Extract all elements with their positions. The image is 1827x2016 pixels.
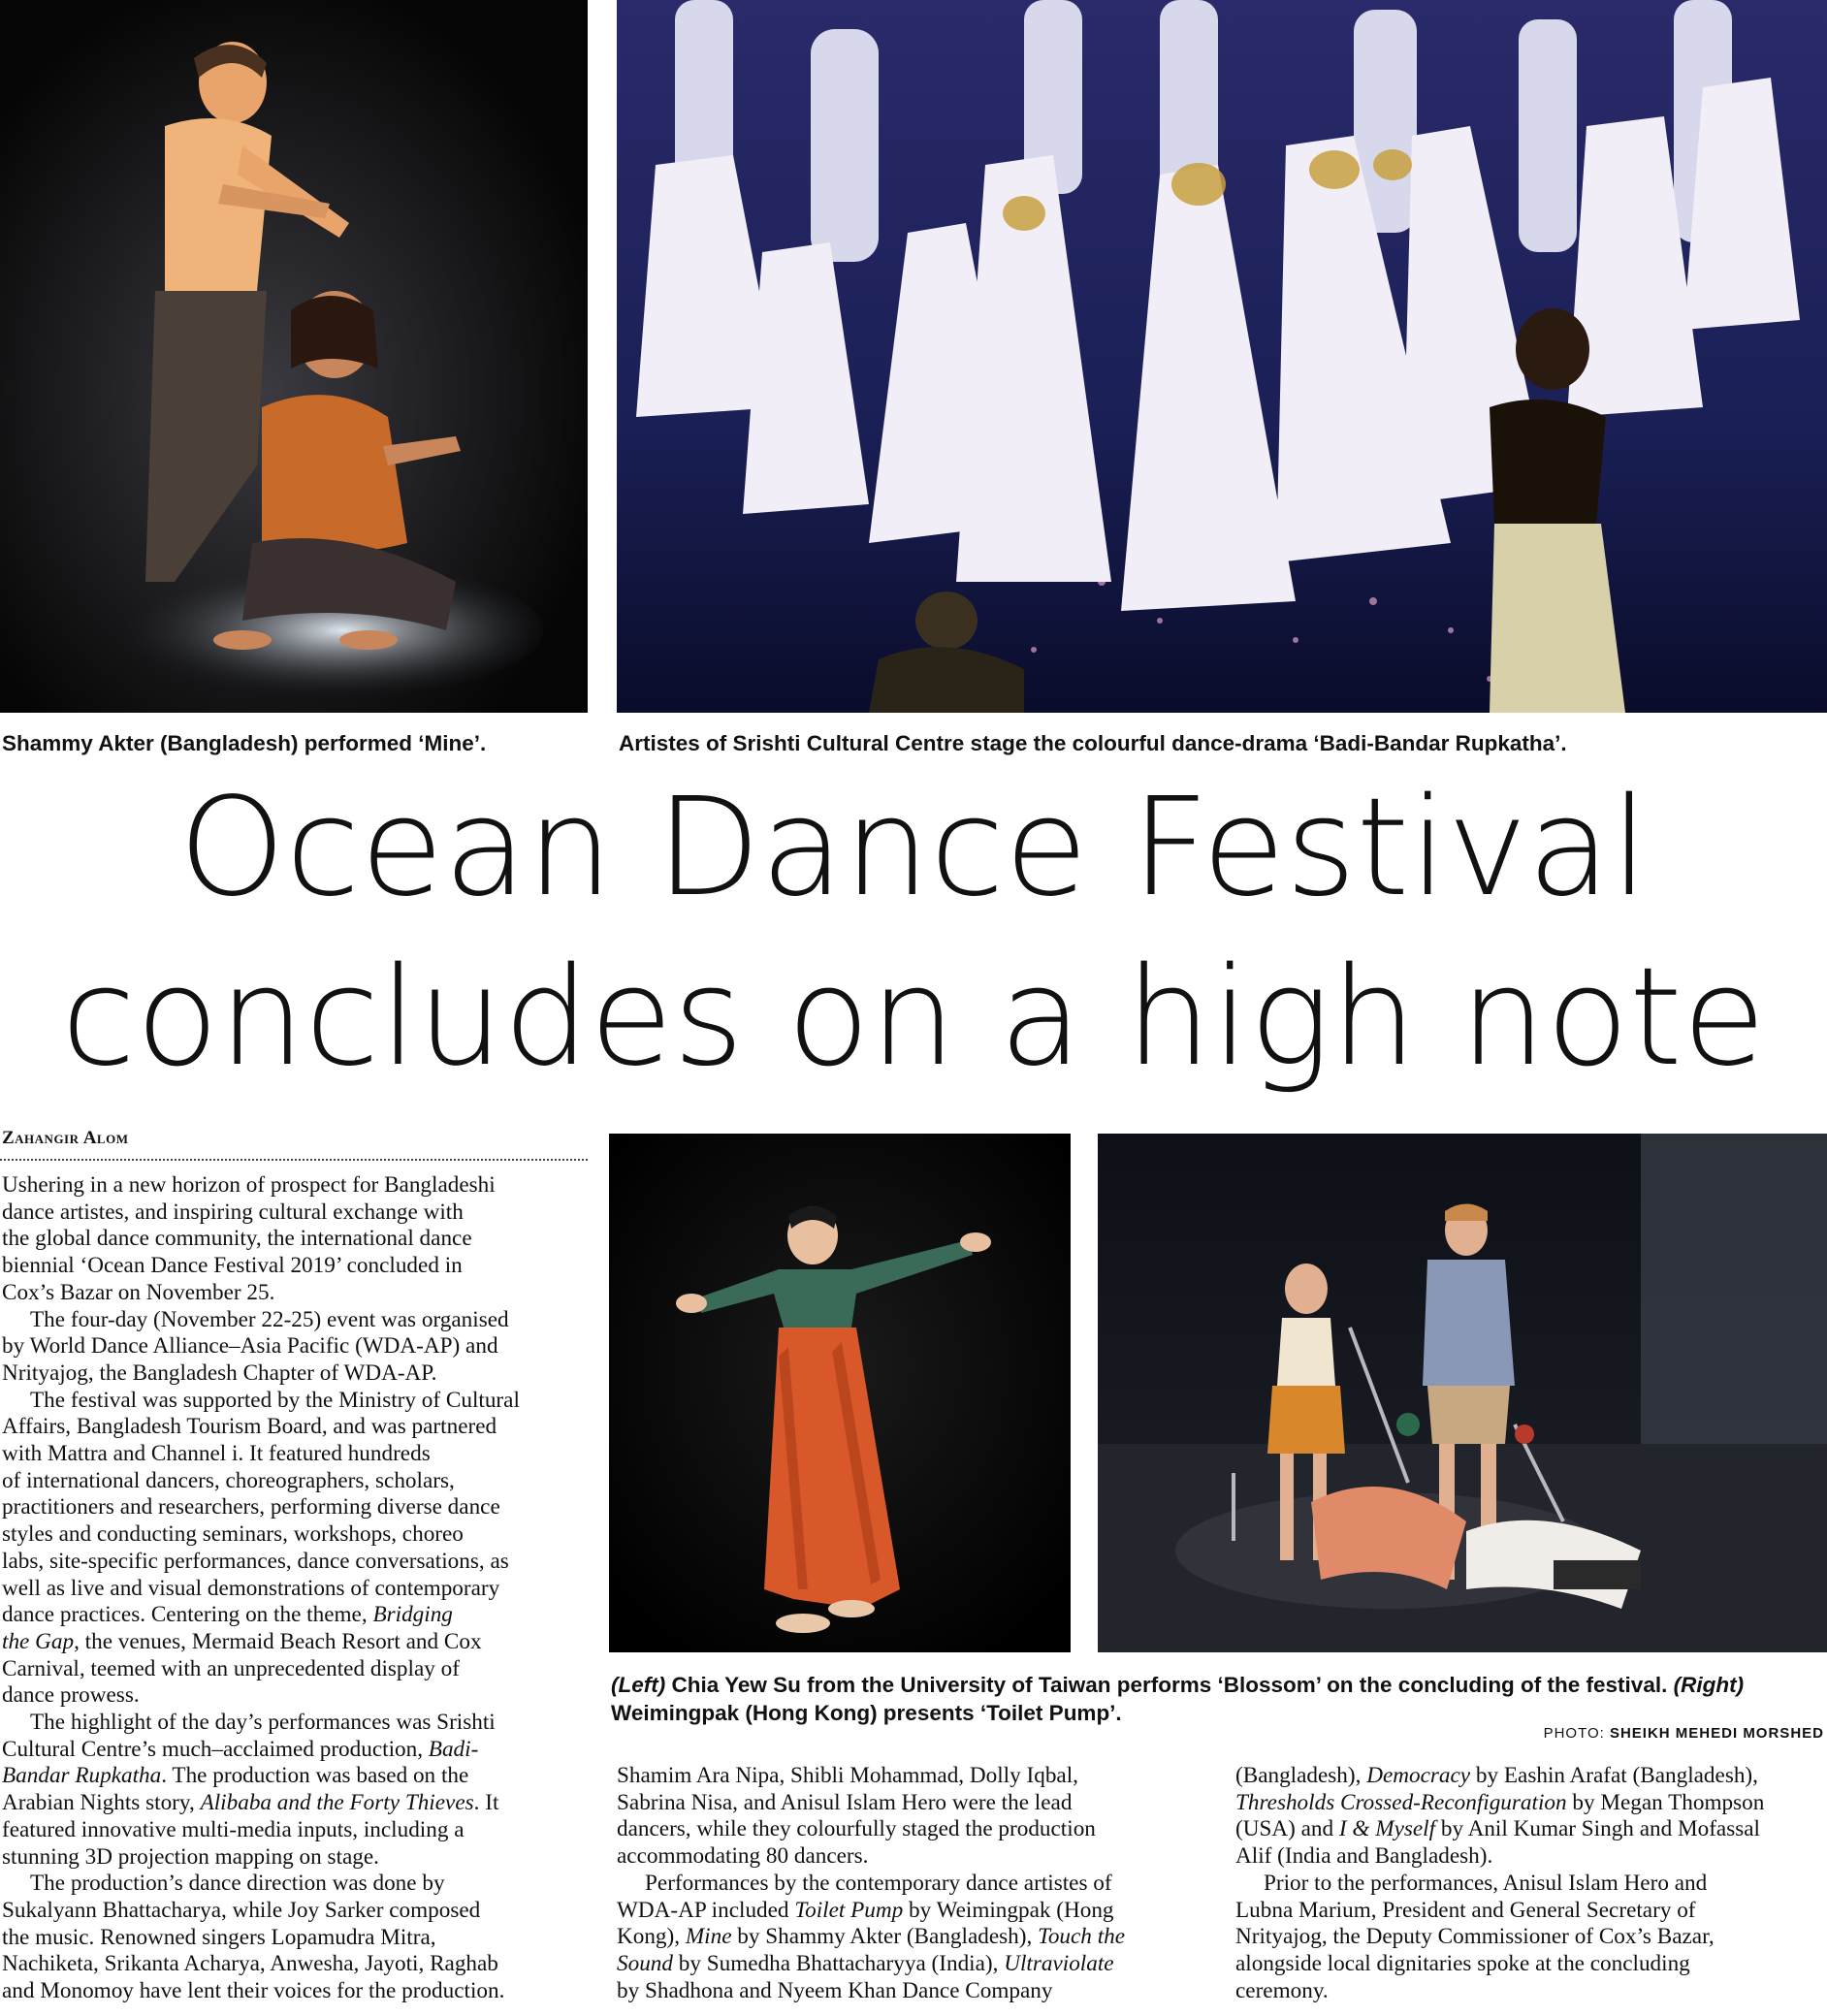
- text-line: Ushering in a new horizon of prospect for Bangladeshi: [2, 1172, 496, 1198]
- text-line: Nachiketa, Srikanta Acharya, Anwesha, Jayoti, Raghab: [2, 1951, 498, 1977]
- text-line: [2, 1602, 588, 1629]
- text-line: well as live and visual demonstrations of contemporary: [2, 1575, 500, 1601]
- text-run: . The production was based on the: [161, 1763, 469, 1789]
- text-line: [2, 1763, 588, 1790]
- text-line: styles and conducting seminars, workshops, choreo: [2, 1521, 464, 1548]
- text-line: ceremony.: [1235, 1977, 1329, 2003]
- text-line: Lubna Marium, President and General Secretary of: [1235, 1897, 1696, 1923]
- text-line: Nrityajog, the Deputy Commissioner of Cox’s Bazar,: [1235, 1924, 1715, 1950]
- text-run-italic: Badi-: [428, 1736, 479, 1762]
- text-run: , the venues, Mermaid Beach Resort and Cox: [74, 1628, 482, 1654]
- text-line: Sukalyann Bhattacharya, while Joy Sarker composed: [2, 1897, 481, 1923]
- text-run-italic: Sound: [617, 1950, 673, 1976]
- text-line: [1235, 1790, 1825, 1817]
- text-run: by Anil Kumar Singh and Mofassal: [1435, 1816, 1760, 1842]
- text-run-italic: Ultraviolate: [1004, 1950, 1114, 1976]
- text-line: Cox’s Bazar on November 25.: [2, 1279, 275, 1305]
- text-line: [1235, 1816, 1825, 1843]
- text-line: [617, 1898, 1199, 1925]
- text-line: Nrityajog, the Bangladesh Chapter of WDA-AP.: [2, 1360, 437, 1386]
- caption-mine: Shammy Akter (Bangladesh) performed ‘Mine’.: [2, 731, 487, 755]
- caption-bottom: [611, 1671, 1744, 1727]
- text-line: alongside local dignitaries spoke at the concluding: [1235, 1950, 1690, 1976]
- text-line: dancers, while they colourfully staged the production: [617, 1816, 1096, 1842]
- text-line: The production’s dance direction was done by: [30, 1871, 445, 1897]
- photo-blossom-image: [609, 1134, 1071, 1652]
- text-run: (Bangladesh),: [1235, 1763, 1367, 1788]
- text-line: dance prowess.: [2, 1682, 140, 1709]
- text-line: Sabrina Nisa, and Anisul Islam Hero were the lead: [617, 1789, 1073, 1815]
- text-run: by Sumedha Bhattacharyya (India),: [672, 1950, 1005, 1976]
- text-run-italic: Bandar Rupkatha: [2, 1763, 162, 1789]
- caption-text: Chia Yew Su from the University of Taiwan performs ‘Blossom’ on the concluding of the festival.: [665, 1673, 1674, 1697]
- photo-credit-name: SHEIKH MEHEDI MORSHED: [1609, 1725, 1824, 1742]
- text-line: by World Dance Alliance–Asia Pacific (WDA-AP) and: [2, 1333, 498, 1360]
- text-run: Cultural Centre’s much–acclaimed production,: [2, 1736, 429, 1762]
- text-run: by Eashin Arafat (Bangladesh),: [1470, 1763, 1758, 1788]
- photo-badi-bandar: [617, 0, 1827, 713]
- caption-badi-bandar: Artistes of Srishti Cultural Centre stage the colourful dance-drama ‘Badi-Bandar Rupkatha’.: [619, 731, 1567, 755]
- text-line: stunning 3D projection mapping on stage.: [2, 1843, 379, 1870]
- photo-mine: [0, 0, 588, 713]
- text-run: WDA-AP included: [617, 1897, 795, 1923]
- text-line: featured innovative multi-media inputs, including a: [2, 1816, 465, 1842]
- text-run-italic: the Gap: [2, 1628, 75, 1654]
- text-run-italic: Thresholds Crossed-Reconfiguration: [1235, 1789, 1567, 1815]
- headline-line-1: Ocean Dance Festival: [178, 769, 1649, 927]
- text-line: [617, 1924, 1199, 1951]
- photo-credit-label: PHOTO:: [1543, 1725, 1610, 1742]
- text-run: Arabian Nights story,: [2, 1790, 201, 1816]
- text-run: dance practices. Centering on the theme,: [2, 1602, 373, 1628]
- text-line: Performances by the contemporary dance artistes of: [645, 1870, 1112, 1896]
- text-line: accommodating 80 dancers.: [617, 1843, 869, 1870]
- text-line: dance artistes, and inspiring cultural exchange with: [2, 1199, 464, 1225]
- photo-mine-image: [0, 0, 588, 713]
- text-line: the music. Renowned singers Lopamudra Mitra,: [2, 1924, 436, 1950]
- text-line: [1235, 1763, 1825, 1790]
- text-line: The four-day (November 22-25) event was organised: [30, 1306, 509, 1332]
- text-line: and Monomoy have lent their voices for the production.: [2, 1978, 505, 2004]
- text-run: (USA) and: [1235, 1816, 1339, 1842]
- text-line: The festival was supported by the Ministry of Cultural: [30, 1387, 520, 1413]
- article-column-1: [2, 1172, 588, 2005]
- text-line: The highlight of the day’s performances was Srishti: [30, 1710, 496, 1736]
- photo-credit: [1544, 1725, 1824, 1742]
- text-line: practitioners and researchers, performing diverse dance: [2, 1494, 500, 1520]
- text-line: [617, 1951, 1199, 1978]
- photo-toilet-pump-image: [1098, 1134, 1827, 1652]
- article-column-2: [617, 1763, 1199, 2004]
- text-run-italic: Alibaba and the Forty Thieves: [200, 1790, 474, 1816]
- photo-badi-bandar-image: [617, 0, 1827, 713]
- text-line: Affairs, Bangladesh Tourism Board, and was partnered: [2, 1414, 497, 1440]
- text-run-italic: Toilet Pump: [794, 1897, 904, 1923]
- text-run: by Megan Thompson: [1566, 1789, 1765, 1815]
- text-line: Alif (India and Bangladesh).: [1235, 1843, 1493, 1870]
- text-run-italic: I & Myself: [1338, 1816, 1436, 1842]
- text-line: [2, 1629, 588, 1656]
- text-run-italic: Democracy: [1366, 1763, 1471, 1788]
- text-line: of international dancers, choreographers, scholars,: [2, 1467, 455, 1493]
- caption-tag-left: (Left): [611, 1673, 666, 1697]
- photo-blossom: [609, 1134, 1071, 1652]
- text-line: [2, 1737, 588, 1764]
- text-line: Carnival, teemed with an unprecedented display of: [2, 1655, 460, 1681]
- caption-text: Weimingpak (Hong Kong) presents ‘Toilet Pump’.: [611, 1701, 1122, 1725]
- text-run-italic: Touch the: [1038, 1924, 1126, 1950]
- text-run: by Shammy Akter (Bangladesh),: [731, 1924, 1039, 1950]
- text-run: . It: [473, 1790, 499, 1816]
- text-line: the global dance community, the international dance: [2, 1226, 472, 1252]
- headline-line-2: concludes on a high note: [61, 939, 1766, 1097]
- byline-rule: [0, 1159, 588, 1161]
- photo-toilet-pump: [1098, 1134, 1827, 1652]
- caption-tag-right: (Right): [1673, 1673, 1745, 1697]
- text-line: by Shadhona and Nyeem Khan Dance Company: [617, 1977, 1053, 2003]
- text-line: labs, site-specific performances, dance conversations, as: [2, 1548, 509, 1574]
- article-column-3: [1235, 1763, 1825, 2004]
- text-line: [2, 1790, 588, 1817]
- text-run-italic: Mine: [685, 1924, 732, 1950]
- text-line: Shamim Ara Nipa, Shibli Mohammad, Dolly Iqbal,: [617, 1763, 1078, 1788]
- text-line: biennial ‘Ocean Dance Festival 2019’ concluded in: [2, 1253, 463, 1279]
- text-run: by Weimingpak (Hong: [903, 1897, 1114, 1923]
- text-line: Prior to the performances, Anisul Islam Hero and: [1264, 1870, 1708, 1896]
- text-run-italic: Bridging: [372, 1602, 453, 1628]
- byline: Zahangir Alom: [2, 1128, 129, 1148]
- text-run: Kong),: [617, 1924, 686, 1950]
- text-line: with Mattra and Channel i. It featured hundreds: [2, 1441, 431, 1467]
